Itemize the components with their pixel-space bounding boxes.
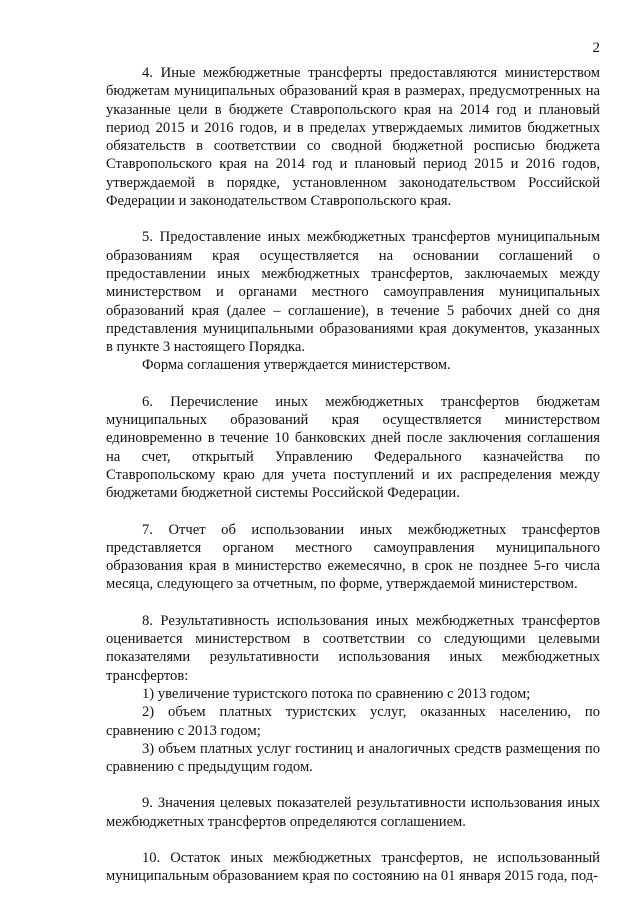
list-item-3: 3) объем платных услуг гостиниц и аналогичных средств размещения по сравнению с предыдущим годом. — [106, 740, 600, 776]
paragraph-6: 6. Перечисление иных межбюджетных трансфертов бюджетам муниципальных образований края осуществляется министерством единовременно в течение 10 банковских дней после заключения соглашения на счет, открытый Управлению Федерального казначейства по Ставропольскому краю для учета поступлений и их распределения между бюджетами бюджетной системы Российской Федерации. — [106, 393, 600, 502]
paragraph-5-form: Форма соглашения утверждается министерством. — [142, 357, 451, 374]
paragraph-8: 8. Результативность использования иных межбюджетных трансфертов оценивается министерством в соответствии со следующими целевыми показателями результативности использования иных межбюджетных трансфертов: — [106, 612, 600, 684]
paragraph-9: 9. Значения целевых показателей результативности использования иных межбюджетных трансфертов определяются соглашением. — [106, 795, 600, 830]
list-item-2: 2) объем платных туристских услуг, оказанных населению, по сравнению с 2013 годом; — [106, 704, 600, 739]
paragraph-4: 4. Иные межбюджетные трансферты предоставляются министерством бюджетам муниципальных образований края в размерах, предусмотренных на указанные цели в бюджете Ставропольского края на 2014 год и плановый период 2015 и 2016 годов, и в пределах утверждаемых лимитов бюджетных обязательств в соответствии со сводной бюджетной росписью бюджета Ставропольского края на 2014 год и плановый период 2015 и 2016 годов, утверждаемой в порядке, установленном законодательством Российской Федерации и законодательством Ставропольского края. — [106, 65, 600, 210]
paragraph-7: 7. Отчет об использовании иных межбюджетных трансфертов представляется органом местного самоуправления муниципального образования края в министерство ежемесячно, в срок не позднее 5-го числа месяца, следующего за отчетным, по форме, утверждаемой министерством. — [106, 521, 600, 593]
paragraph-5: 5. Предоставление иных межбюджетных трансфертов муниципальным образованиям края осуществляется на основании соглашений о предоставлении иных межбюджетных трансфертов, заключаемых между министерством и органами местного самоуправления муниципальных образований края (далее – соглашение), в течение 5 рабочих дней со дня представления муниципальными образованиями края документов, указанных в пункте 3 настоящего Порядка. — [106, 229, 600, 356]
document-body — [106, 64, 600, 886]
paragraph-10: 10. Остаток иных межбюджетных трансфертов, не использованный муниципальным образованием края по состоянию на 01 января 2015 года, под- — [106, 849, 600, 885]
list-item-1: 1) увеличение туристского потока по сравнению с 2013 годом; — [142, 685, 531, 702]
page-number: 2 — [592, 40, 600, 56]
